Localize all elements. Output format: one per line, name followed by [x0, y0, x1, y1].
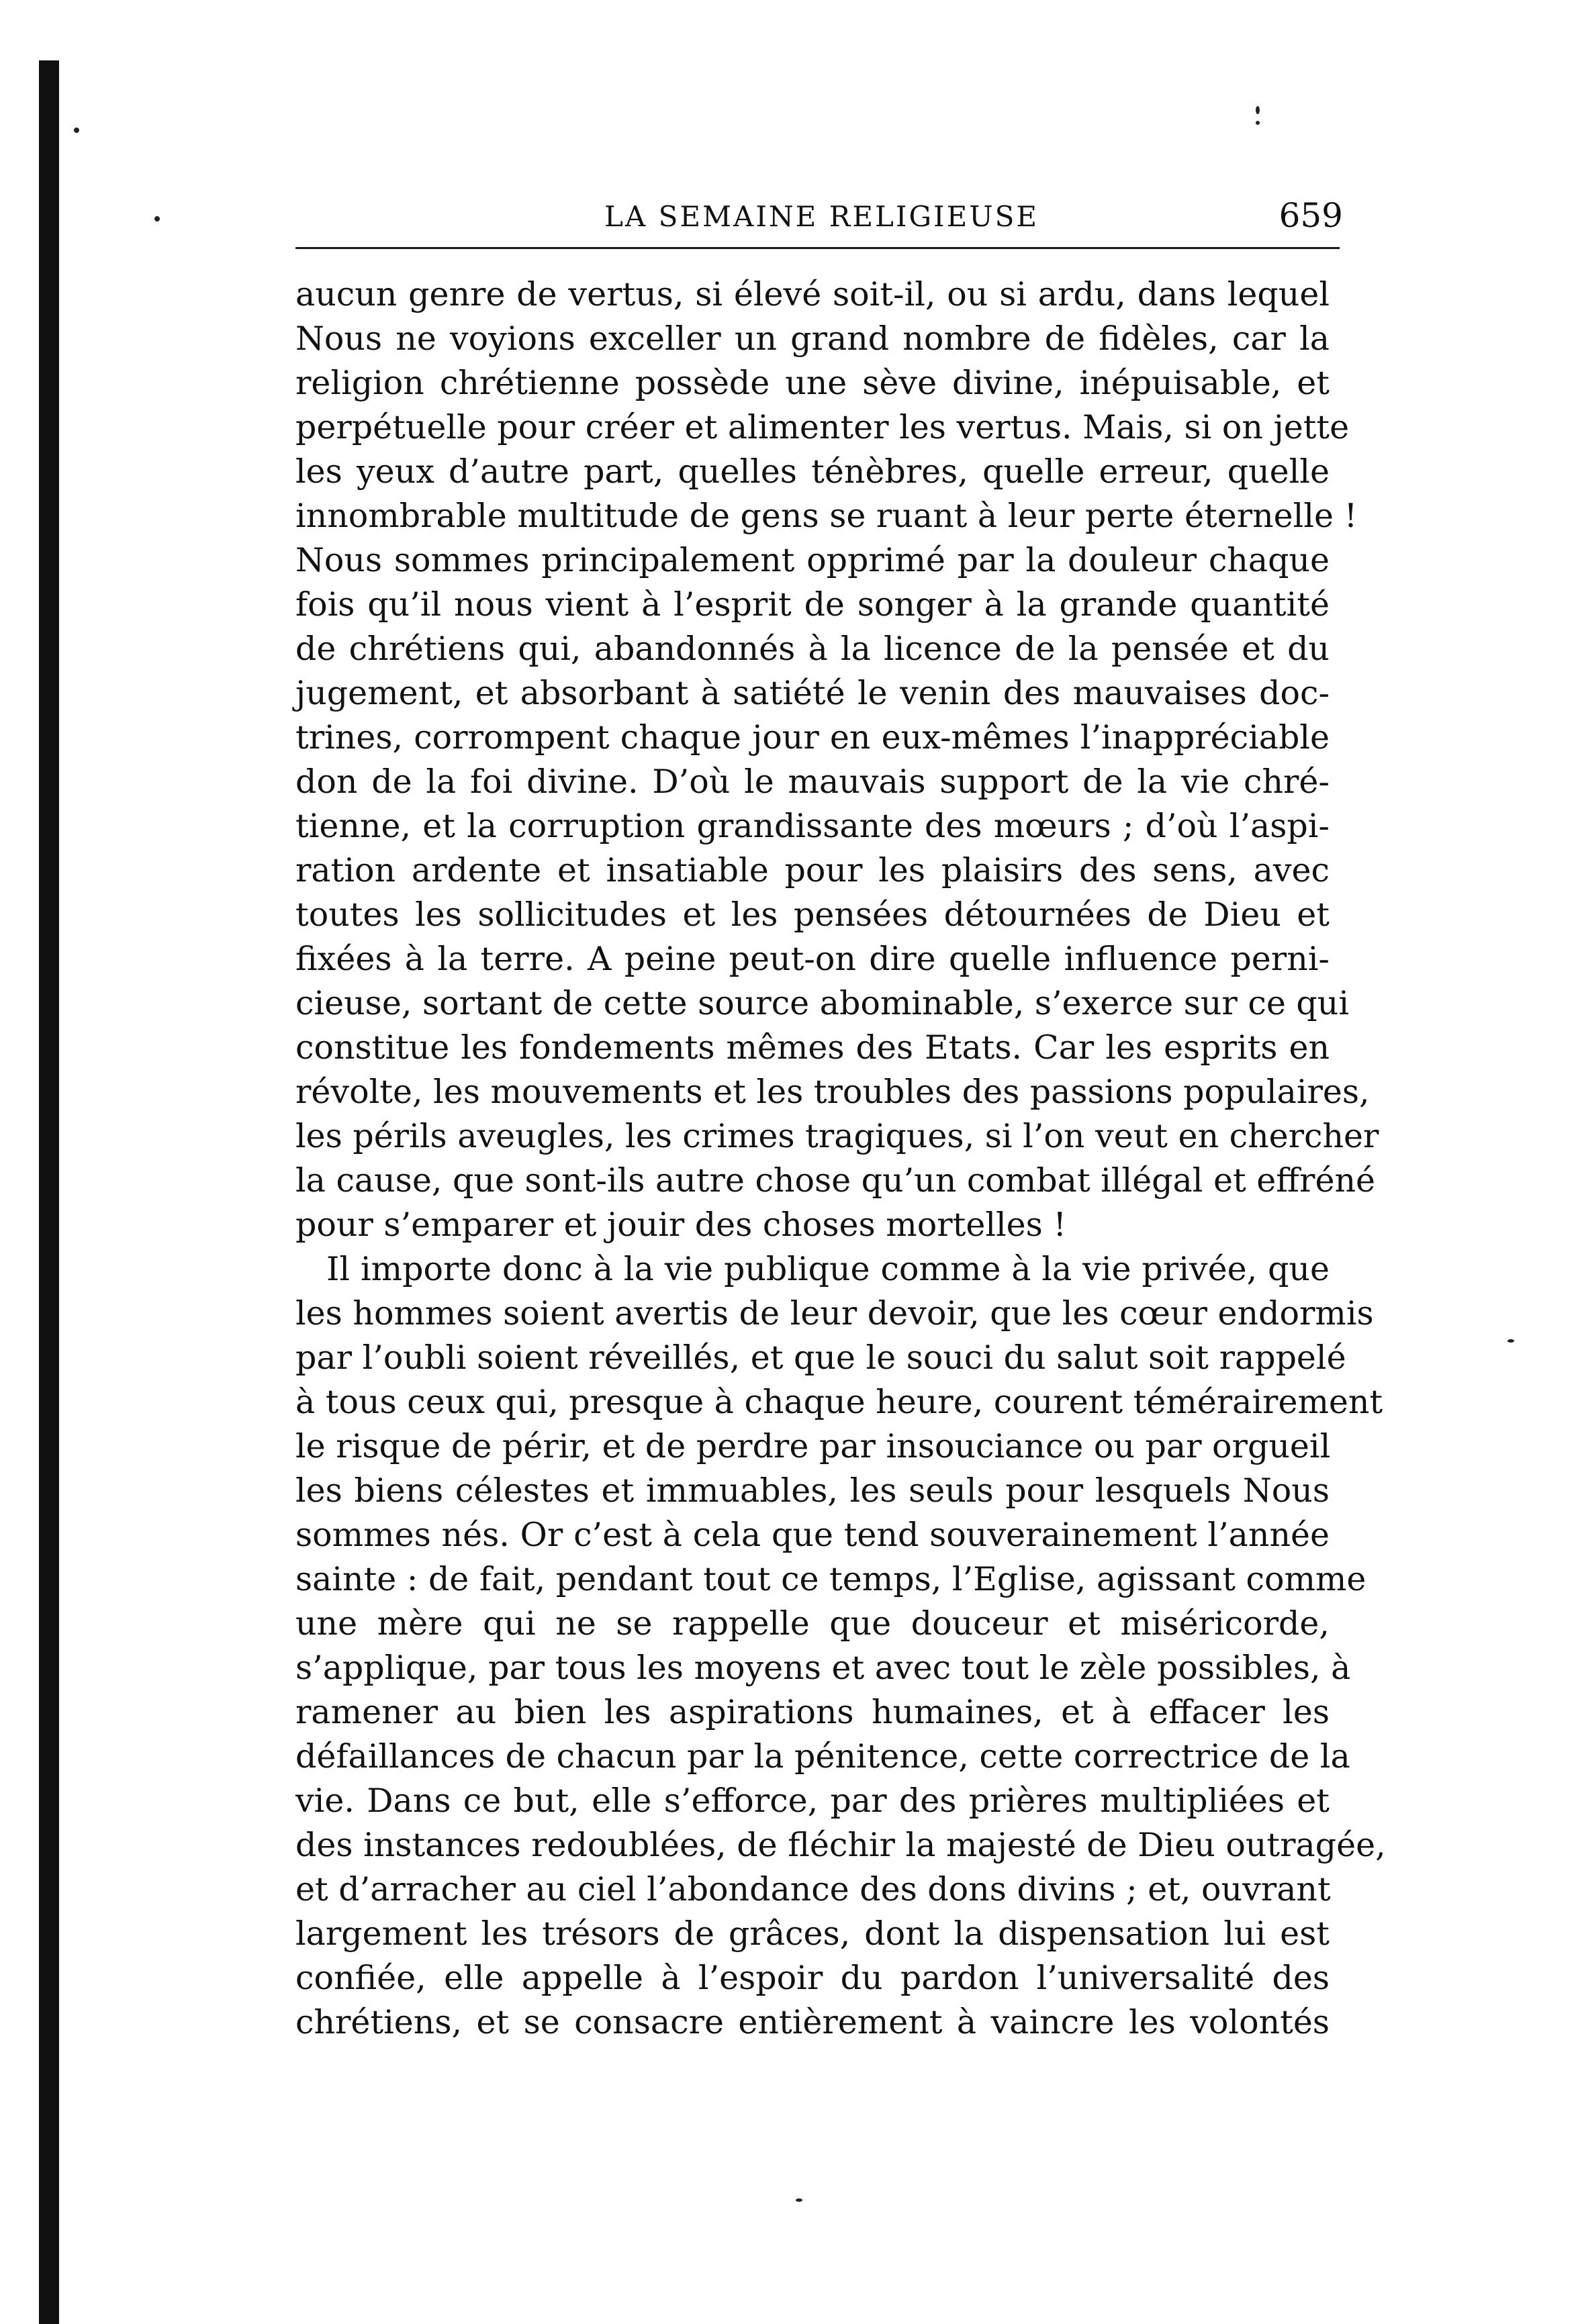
text-line: don de la foi divine. D’où le mauvais support de la vie chré-: [295, 763, 1330, 801]
text-line: constitue les fondements mêmes des Etats. Car les esprits en: [295, 1028, 1330, 1067]
text-line: sainte : de fait, pendant tout ce temps, l’Eglise, agissant comme: [295, 1560, 1366, 1598]
text-line: les biens célestes et immuables, les seuls pour lesquels Nous: [295, 1471, 1330, 1510]
text-line: vie. Dans ce but, elle s’efforce, par des prières multipliées et: [295, 1782, 1330, 1820]
text-line: fixées à la terre. A peine peut-on dire quelle influence perni-: [295, 940, 1330, 978]
text-line: la cause, que sont-ils autre chose qu’un combat illégal et effréné: [295, 1161, 1376, 1200]
text-line: s’applique, par tous les moyens et avec tout le zèle possibles, à: [295, 1649, 1351, 1687]
page-header: [289, 196, 1343, 247]
text-line: innombrable multitude de gens se ruant à leur perte éternelle !: [295, 497, 1358, 535]
page-number: 659: [1279, 196, 1343, 235]
text-line: largement les trésors de grâces, dont la dispensation lui est: [295, 1915, 1330, 1953]
text-line: aucun genre de vertus, si élevé soit-il, ou si ardu, dans lequel: [295, 275, 1330, 313]
text-line: les hommes soient avertis de leur devoir, que les cœur endormis: [295, 1294, 1374, 1333]
text-line: perpétuelle pour créer et alimenter les vertus. Mais, si on jette: [295, 408, 1350, 446]
text-line: le risque de périr, et de perdre par insouciance ou par orgueil: [295, 1427, 1331, 1465]
scan-speck: [1507, 1339, 1514, 1343]
scan-speck: [1256, 121, 1260, 125]
text-line: ramener au bien les aspirations humaines, et à effacer les: [295, 1693, 1330, 1731]
text-line: à tous ceux qui, presque à chaque heure, courent témérairement: [295, 1383, 1383, 1421]
text-line: toutes les sollicitudes et les pensées détournées de Dieu et: [295, 895, 1330, 934]
scan-speck: [1256, 106, 1260, 114]
text-line: religion chrétienne possède une sève divine, inépuisable, et: [295, 364, 1330, 402]
running-title: LA SEMAINE RELIGIEUSE: [604, 200, 1039, 233]
text-line: des instances redoublées, de fléchir la majesté de Dieu outragée,: [295, 1826, 1386, 1864]
text-line: confiée, elle appelle à l’espoir du pardon l’universalité des: [295, 1959, 1330, 1997]
text-line: jugement, et absorbant à satiété le venin des mauvaises doc-: [295, 674, 1330, 712]
text-line: une mère qui ne se rappelle que douceur et miséricorde,: [295, 1604, 1330, 1643]
text-line: révolte, les mouvements et les troubles des passions populaires,: [295, 1073, 1370, 1111]
text-line: de chrétiens qui, abandonnés à la licence de la pensée et du: [295, 630, 1330, 668]
scan-speck: [796, 2198, 802, 2202]
text-line: les périls aveugles, les crimes tragiques, si l’on veut en chercher: [295, 1117, 1379, 1155]
scan-speck: [74, 128, 79, 133]
text-line: chrétiens, et se consacre entièrement à vaincre les volontés: [295, 2003, 1330, 2041]
text-line: pour s’emparer et jouir des choses mortelles !: [295, 1206, 1067, 1244]
text-line: cieuse, sortant de cette source abominable, s’exerce sur ce qui: [295, 984, 1350, 1022]
text-line: Il importe donc à la vie publique comme à la vie privée, que: [326, 1250, 1330, 1288]
text-line: Nous ne voyions exceller un grand nombre de fidèles, car la: [295, 320, 1330, 358]
text-line: par l’oubli soient réveillés, et que le souci du salut soit rappelé: [295, 1339, 1346, 1377]
text-line: défaillances de chacun par la pénitence, cette correctrice de la: [295, 1737, 1350, 1776]
scan-binding-edge: [39, 60, 59, 2324]
text-line: les yeux d’autre part, quelles ténèbres, quelle erreur, quelle: [295, 452, 1330, 491]
text-line: ration ardente et insatiable pour les plaisirs des sens, avec: [295, 851, 1330, 889]
text-line: Nous sommes principalement opprimé par la douleur chaque: [295, 541, 1330, 579]
text-line: trines, corrompent chaque jour en eux-mêmes l’inappréciable: [295, 718, 1330, 757]
scan-speck: [154, 216, 160, 222]
header-rule: [295, 247, 1340, 249]
text-line: sommes nés. Or c’est à cela que tend souverainement l’année: [295, 1516, 1330, 1554]
text-line: fois qu’il nous vient à l’esprit de songer à la grande quantité: [295, 585, 1330, 624]
text-line: tienne, et la corruption grandissante des mœurs ; d’où l’aspi-: [295, 807, 1330, 845]
text-line: et d’arracher au ciel l’abondance des dons divins ; et, ouvrant: [295, 1870, 1331, 1908]
